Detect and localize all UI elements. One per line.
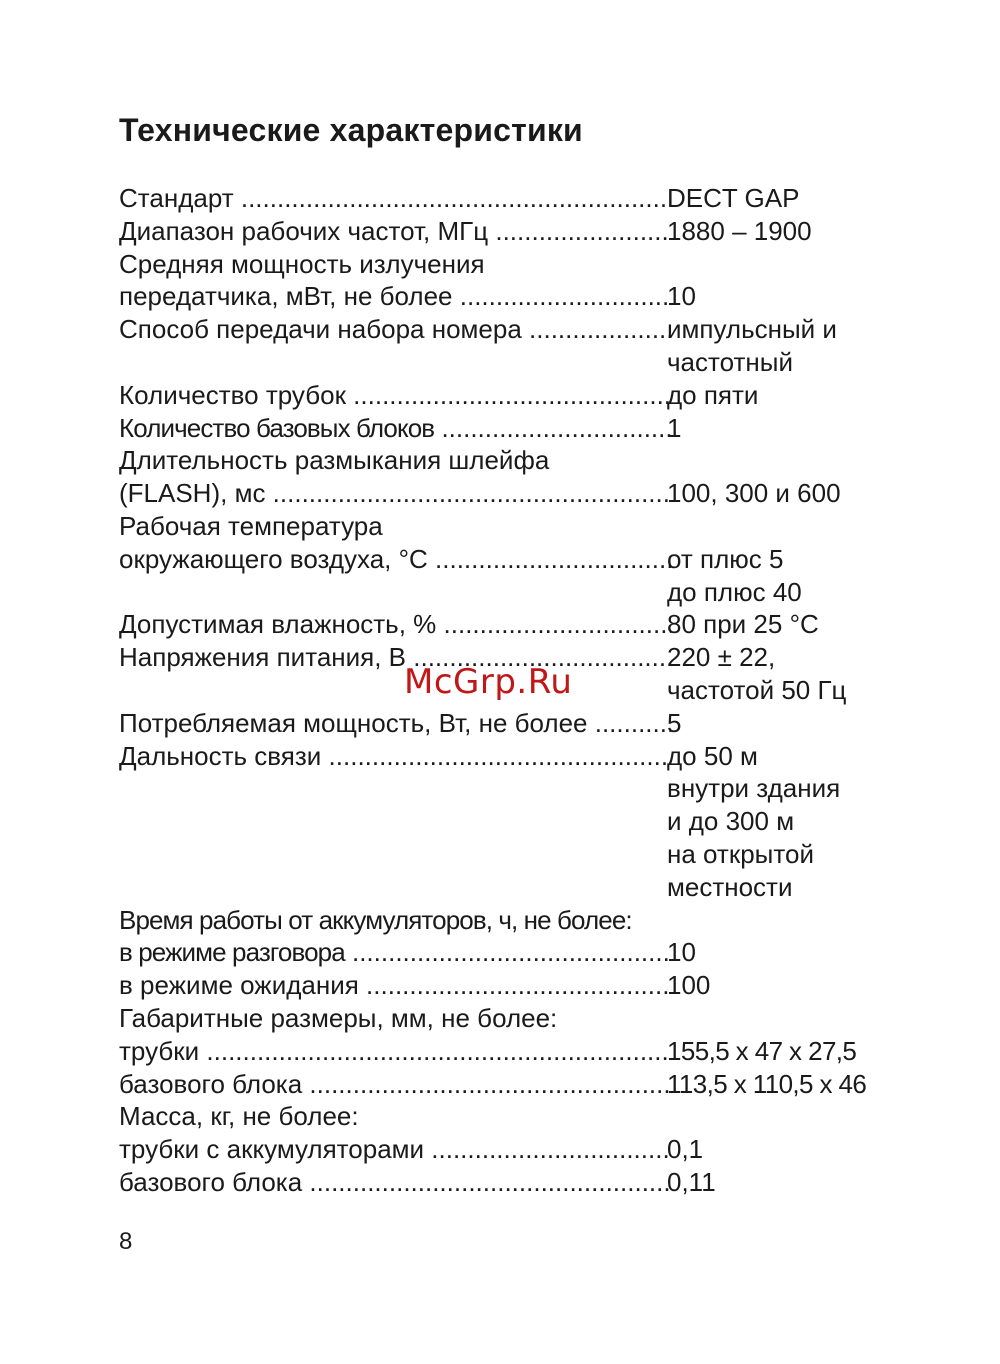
spec-heading: Время работы от аккумуляторов, ч, не более: — [119, 904, 632, 935]
spec-ambient-temperature — [119, 543, 879, 576]
spec-label: Дальность связи ..... — [119, 740, 671, 773]
spec-heading: Рабочая температура — [119, 510, 383, 541]
spec-value: 0,1 — [667, 1134, 704, 1165]
spec-transmitter-power — [119, 280, 879, 313]
spec-handset-weight — [119, 1133, 879, 1166]
spec-range — [119, 740, 879, 773]
spec-base-weight — [119, 1166, 879, 1199]
spec-base-dimensions — [119, 1068, 879, 1101]
spec-label: окружающего воздуха, °С ..... — [119, 543, 671, 576]
page-title: Технические характеристики — [119, 112, 583, 148]
spec-value: и до 300 м — [667, 806, 795, 837]
spec-label: трубки ..... — [119, 1035, 671, 1068]
spec-standard — [119, 182, 879, 215]
spec-label: Количество трубок ..... — [119, 379, 671, 412]
spec-flash-duration — [119, 477, 879, 510]
spec-value: на открытой — [667, 838, 814, 869]
spec-talk-time — [119, 936, 879, 969]
spec-label: трубки с аккумуляторами ..... — [119, 1133, 671, 1166]
spec-range-cont-2 — [119, 805, 879, 838]
spec-handsets-count — [119, 379, 879, 412]
spec-value: 155,5 x 47 x 27,5 — [667, 1035, 857, 1066]
spec-label: Стандарт ..... — [119, 182, 671, 215]
spec-heading: Средняя мощность излучения — [119, 248, 485, 279]
spec-value: частотой 50 Гц — [667, 674, 847, 705]
spec-label: в режиме ожидания ..... — [119, 969, 671, 1002]
spec-handset-dimensions — [119, 1035, 879, 1068]
spec-label: Способ передачи набора номера ..... — [119, 313, 671, 346]
spec-standby-time — [119, 969, 879, 1002]
spec-battery-heading — [119, 904, 879, 937]
spec-label: Напряжения питания, В ..... — [119, 641, 671, 674]
watermark: McGrp.Ru — [404, 662, 573, 702]
spec-label: (FLASH), мс ..... — [119, 477, 671, 510]
spec-label: Диапазон рабочих частот, МГц ..... — [119, 215, 671, 248]
spec-base-units-count — [119, 412, 879, 445]
spec-label: в режиме разговора ..... — [119, 936, 671, 969]
spec-label: базового блока ..... — [119, 1166, 671, 1199]
spec-ambient-temperature-cont — [119, 576, 879, 609]
spec-value: внутри здания — [667, 773, 841, 804]
spec-value: частотный — [667, 346, 793, 377]
spec-power-heading — [119, 248, 879, 281]
spec-value: 1880 – 1900 — [667, 215, 812, 246]
spec-value: 1 — [667, 412, 682, 443]
spec-range-cont-3 — [119, 838, 879, 871]
spec-heading: Длительность размыкания шлейфа — [119, 445, 550, 476]
spec-flash-heading — [119, 444, 879, 477]
spec-label: базового блока ..... — [119, 1068, 671, 1101]
spec-value: 80 при 25 °С — [667, 609, 819, 640]
spec-value: 100, 300 и 600 — [667, 478, 841, 509]
spec-value: 10 — [667, 937, 696, 968]
spec-dialing-mode-cont — [119, 346, 879, 379]
spec-value: до плюс 40 — [667, 576, 802, 607]
spec-value: до 50 м — [667, 740, 758, 771]
spec-weight-heading — [119, 1100, 879, 1133]
spec-label: Допустимая влажность, % ..... — [119, 608, 671, 641]
spec-value: DECT GAP — [667, 183, 800, 213]
spec-label: передатчика, мВт, не более ..... — [119, 280, 671, 313]
spec-temperature-heading — [119, 510, 879, 543]
spec-humidity — [119, 608, 879, 641]
spec-label: Количество базовых блоков ..... — [119, 412, 671, 445]
spec-value: 10 — [667, 281, 696, 312]
spec-dialing-mode — [119, 313, 879, 346]
spec-value: 220 ± 22, — [667, 642, 776, 673]
spec-value: местности — [667, 871, 793, 902]
spec-value: импульсный и — [667, 314, 837, 345]
page-number: 8 — [119, 1228, 133, 1255]
spec-value: 113,5 x 110,5 x 46 — [667, 1068, 867, 1099]
spec-heading: Масса, кг, не более: — [119, 1101, 359, 1132]
spec-label: Потребляемая мощность, Вт, не более ..... — [119, 707, 671, 740]
spec-frequency-range — [119, 215, 879, 248]
spec-value: 5 — [667, 707, 682, 738]
spec-power-consumption — [119, 707, 879, 740]
spec-heading: Габаритные размеры, мм, не более: — [119, 1002, 558, 1033]
spec-value: от плюс 5 — [667, 543, 784, 574]
spec-value: 0,11 — [667, 1166, 716, 1197]
spec-value: 100 — [667, 970, 711, 1001]
spec-range-cont-1 — [119, 772, 879, 805]
spec-range-cont-4 — [119, 871, 879, 904]
spec-value: до пяти — [667, 379, 759, 410]
spec-dimensions-heading — [119, 1002, 879, 1035]
